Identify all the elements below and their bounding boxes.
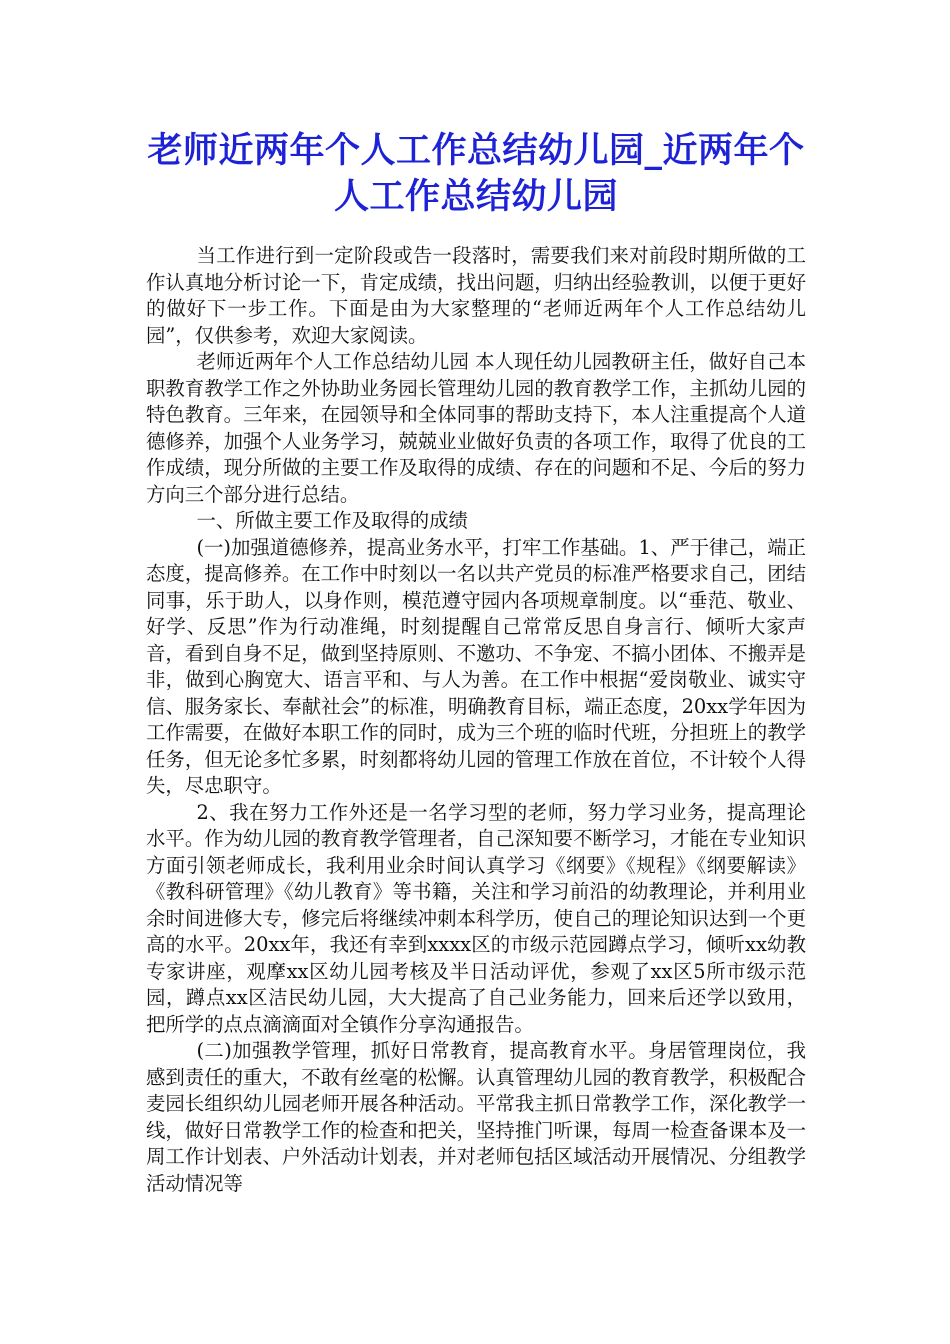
paragraph-section-1-2: 2、我在努力工作外还是一名学习型的老师，努力学习业务，提高理论水平。作为幼儿园的教育教学管理者，自己深知要不断学习，才能在专业知识方面引领老师成长，我利用业余时间认真学习《纲要》《规程》《纲要解读》《教科研管理》《幼儿教育》等书籍，关注和学习前沿的幼教理论，并利用业余时间进修大专，修完后将继续冲刺本科学历，使自己的理论知识达到一个更高的水平。20xx年，我还有幸到xxxx区的市级示范园蹲点学习，倾听xx幼教专家讲座，观摩xx区幼儿园考核及半日活动评优，参观了xx区5所市级示范园，蹲点xx区洁民幼儿园，大大提高了自己业务能力，回来后还学以致用，把所学的点点滴滴面对全镇作分享沟通报告。 xyxy=(146,800,806,1036)
paragraph-overview: 老师近两年个人工作总结幼儿园 本人现任幼儿园教研主任，做好自己本职教育教学工作之外协助业务园长管理幼儿园的教育教学工作，主抓幼儿园的特色教育。三年来，在园领导和全体同事的帮助支持下，本人注重提高个人道德修养，加强个人业务学习，兢兢业业做好负责的各项工作，取得了优良的工作成绩，现分所做的主要工作及取得的成绩、存在的问题和不足、今后的努力方向三个部分进行总结。 xyxy=(146,350,806,506)
section-heading-1: 一、所做主要工作及取得的成绩 xyxy=(196,509,468,532)
paragraph-section-1-3: (二)加强教学管理，抓好日常教育，提高教育水平。身居管理岗位，我感到责任的重大，不敢有丝毫的松懈。认真管理幼儿园的教育教学，积极配合麦园长组织幼儿园老师开展各种活动。平常我主抓日常教学工作，深化教学一线，做好日常教学工作的检查和把关，坚持推门听课，每周一检查备课本及一周工作计划表、户外活动计划表，并对老师包括区域活动开展情况、分组教学活动情况等 xyxy=(146,1039,806,1195)
document-page xyxy=(146,128,806,1197)
document-title: 老师近两年个人工作总结幼儿园_近两年个人工作总结幼儿园 xyxy=(147,130,805,217)
document-body xyxy=(146,243,806,1197)
paragraph-intro: 当工作进行到一定阶段或告一段落时，需要我们来对前段时期所做的工作认真地分析讨论一下，肯定成绩，找出问题，归纳出经验教训，以便于更好的做好下一步工作。下面是由为大家整理的“老师近两年个人工作总结幼儿园”，仅供参考，欢迎大家阅读。 xyxy=(146,244,806,347)
paragraph-section-1-1: (一)加强道德修养，提高业务水平，打牢工作基础。1、严于律己，端正态度，提高修养。在工作中时刻以一名以共产党员的标准严格要求自己，团结同事，乐于助人，以身作则，模范遵守园内各项规章制度。以“垂范、敬业、好学、反思”作为行动准绳，时刻提醒自己常常反思自身言行、倾听大家声音，看到自身不足，做到坚持原则、不邀功、不争宠、不搞小团体、不搬弄是非，做到心胸宽大、语言平和、与人为善。在工作中根据“爱岗敬业、诚实守信、服务家长、奉献社会”的标准，明确教育目标，端正态度，20xx学年因为工作需要，在做好本职工作的同时，成为三个班的临时代班，分担班上的教学任务，但无论多忙多累，时刻都将幼儿园的管理工作放在首位，不计较个人得失，尽忠职守。 xyxy=(146,535,806,797)
